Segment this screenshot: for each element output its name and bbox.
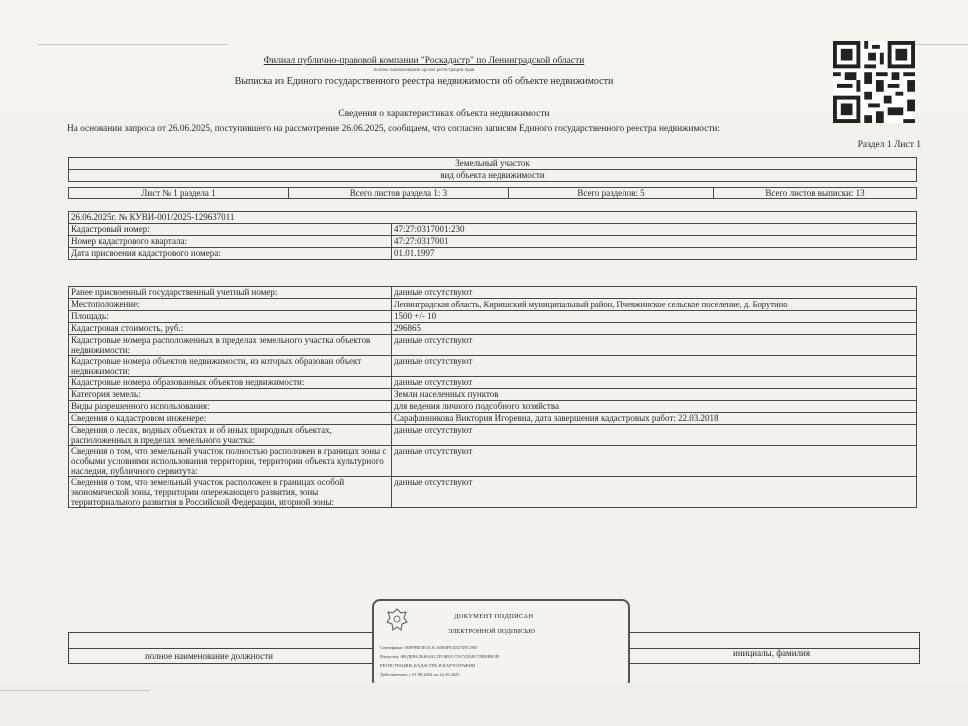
detail-label: Сведения о лесах, водных объектах и об иных природных объектах, расположенных в пределах земельного участка: [69, 425, 392, 446]
stamp-owner-cont: РЕГИСТРАЦИИ, КАДАСТРА И КАРТОГРАФИИ [380, 663, 476, 668]
detail-value: данные отсутствуют [392, 335, 917, 356]
cadastral-quarter-label: Номер кадастрового квартала: [69, 236, 392, 248]
cadastral-quarter-value: 47:27:0317001 [392, 236, 917, 248]
cadastral-number-value: 47:27:0317001:230 [392, 224, 917, 236]
detail-label: Кадастровые номера образованных объектов недвижимости: [69, 377, 392, 389]
total-sheets: Всего листов выписки: 13 [714, 188, 917, 199]
stamp-certificate: Сертификат: 00FFBE3E3A1CA6E0FE1D2749C59D [380, 645, 478, 650]
sheet-number: Лист № 1 раздела 1 [69, 188, 289, 199]
detail-value: данные отсутствуют [392, 377, 917, 389]
assignment-date-label: Дата присвоения кадастрового номера: [69, 248, 392, 260]
position-caption: полное наименование должности [145, 651, 273, 661]
detail-label: Виды разрешенного использования: [69, 401, 392, 413]
detail-label: Сведения о кадастровом инженере: [69, 413, 392, 425]
scan-artifact [0, 690, 150, 691]
organization-caption: полное наименование органа регистрации прав [373, 68, 475, 73]
section-label: Раздел 1 Лист 1 [857, 140, 921, 150]
scan-artifact [38, 44, 228, 45]
detail-value: данные отсутствуют [392, 356, 917, 377]
stamp-subtitle: ЭЛЕКТРОННОЙ ПОДПИСЬЮ [448, 628, 535, 635]
detail-label: Кадастровая стоимость, руб.: [69, 323, 392, 335]
detail-value: данные отсутствуют [392, 477, 917, 508]
info-title: Сведения о характеристиках объекта недвижимости [338, 109, 550, 119]
detail-value: Сарафанникова Виктория Игоревна, дата завершения кадастровых работ: 22.03.2018 [392, 413, 917, 425]
detail-value: данные отсутствуют [392, 446, 917, 477]
detail-label: Площадь: [69, 311, 392, 323]
name-caption: инициалы, фамилия [733, 648, 810, 658]
detail-value: 296865 [392, 323, 917, 335]
detail-value: для ведения личного подсобного хозяйства [392, 401, 917, 413]
detail-label: Сведения о том, что земельный участок расположен в границах особой экономической зоны, территории опережающего развития, зоны территориального развития в Российской Федерации, игорной зоны: [69, 477, 392, 508]
detail-value: 1500 +/- 10 [392, 311, 917, 323]
object-type: Земельный участок [69, 158, 917, 170]
cadastral-number-label: Кадастровый номер: [69, 224, 392, 236]
total-sections: Всего разделов: 5 [509, 188, 714, 199]
stamp-validity: Действителен: с 01.08.2024 по 24.10.2025 [380, 672, 460, 677]
detail-label: Ранее присвоенный государственный учетный номер: [69, 287, 392, 299]
detail-value: Земли населенных пунктов [392, 389, 917, 401]
detail-label: Категория земель: [69, 389, 392, 401]
detail-label: Кадастровые номера расположенных в пределах земельного участка объектов недвижимости: [69, 335, 392, 356]
stamp-owner: Владелец: ФЕДЕРАЛЬНАЯ СЛУЖБА ГОСУДАРСТВЕННОЙ [380, 654, 500, 659]
assignment-date-value: 01.01.1997 [392, 248, 917, 260]
coat-of-arms-icon [384, 607, 410, 633]
detail-value: Ленинградская область, Киришский муниципальный район, Пчевжинское сельское поселение, д. Борутино [392, 299, 917, 311]
electronic-signature-stamp [372, 599, 630, 689]
identifiers-table [68, 211, 917, 260]
scan-artifact [910, 44, 968, 45]
details-table [68, 286, 917, 508]
request-basis: На основании запроса от 26.06.2025, поступившего на рассмотрение 26.06.2025, сообщаем, что согласно записям Единого государственного реестра недвижимости: [67, 124, 720, 134]
extract-title: Выписка из Единого государственного реестра недвижимости об объекте недвижимости [234, 76, 614, 87]
detail-label: Местоположение: [69, 299, 392, 311]
stamp-title: ДОКУМЕНТ ПОДПИСАН [454, 613, 534, 620]
detail-value: данные отсутствуют [392, 287, 917, 299]
object-type-table [68, 157, 917, 182]
detail-value: данные отсутствуют [392, 425, 917, 446]
sheet-info-table [68, 187, 917, 199]
object-type-caption: вид объекта недвижимости [69, 170, 917, 182]
detail-label: Кадастровые номера объектов недвижимости, из которых образован объект недвижимости: [69, 356, 392, 377]
document-reference: 26.06.2025г. № КУВИ-001/2025-129637011 [69, 212, 917, 224]
sheets-in-section: Всего листов раздела 1: 3 [289, 188, 509, 199]
organization-name: Филиал публично-правовой компании "Роскадастр" по Ленинградской области [263, 56, 585, 66]
detail-label: Сведения о том, что земельный участок полностью расположен в границах зоны с особыми условиями использования территории, территории объекта культурного наследия, публичного сервитута: [69, 446, 392, 477]
